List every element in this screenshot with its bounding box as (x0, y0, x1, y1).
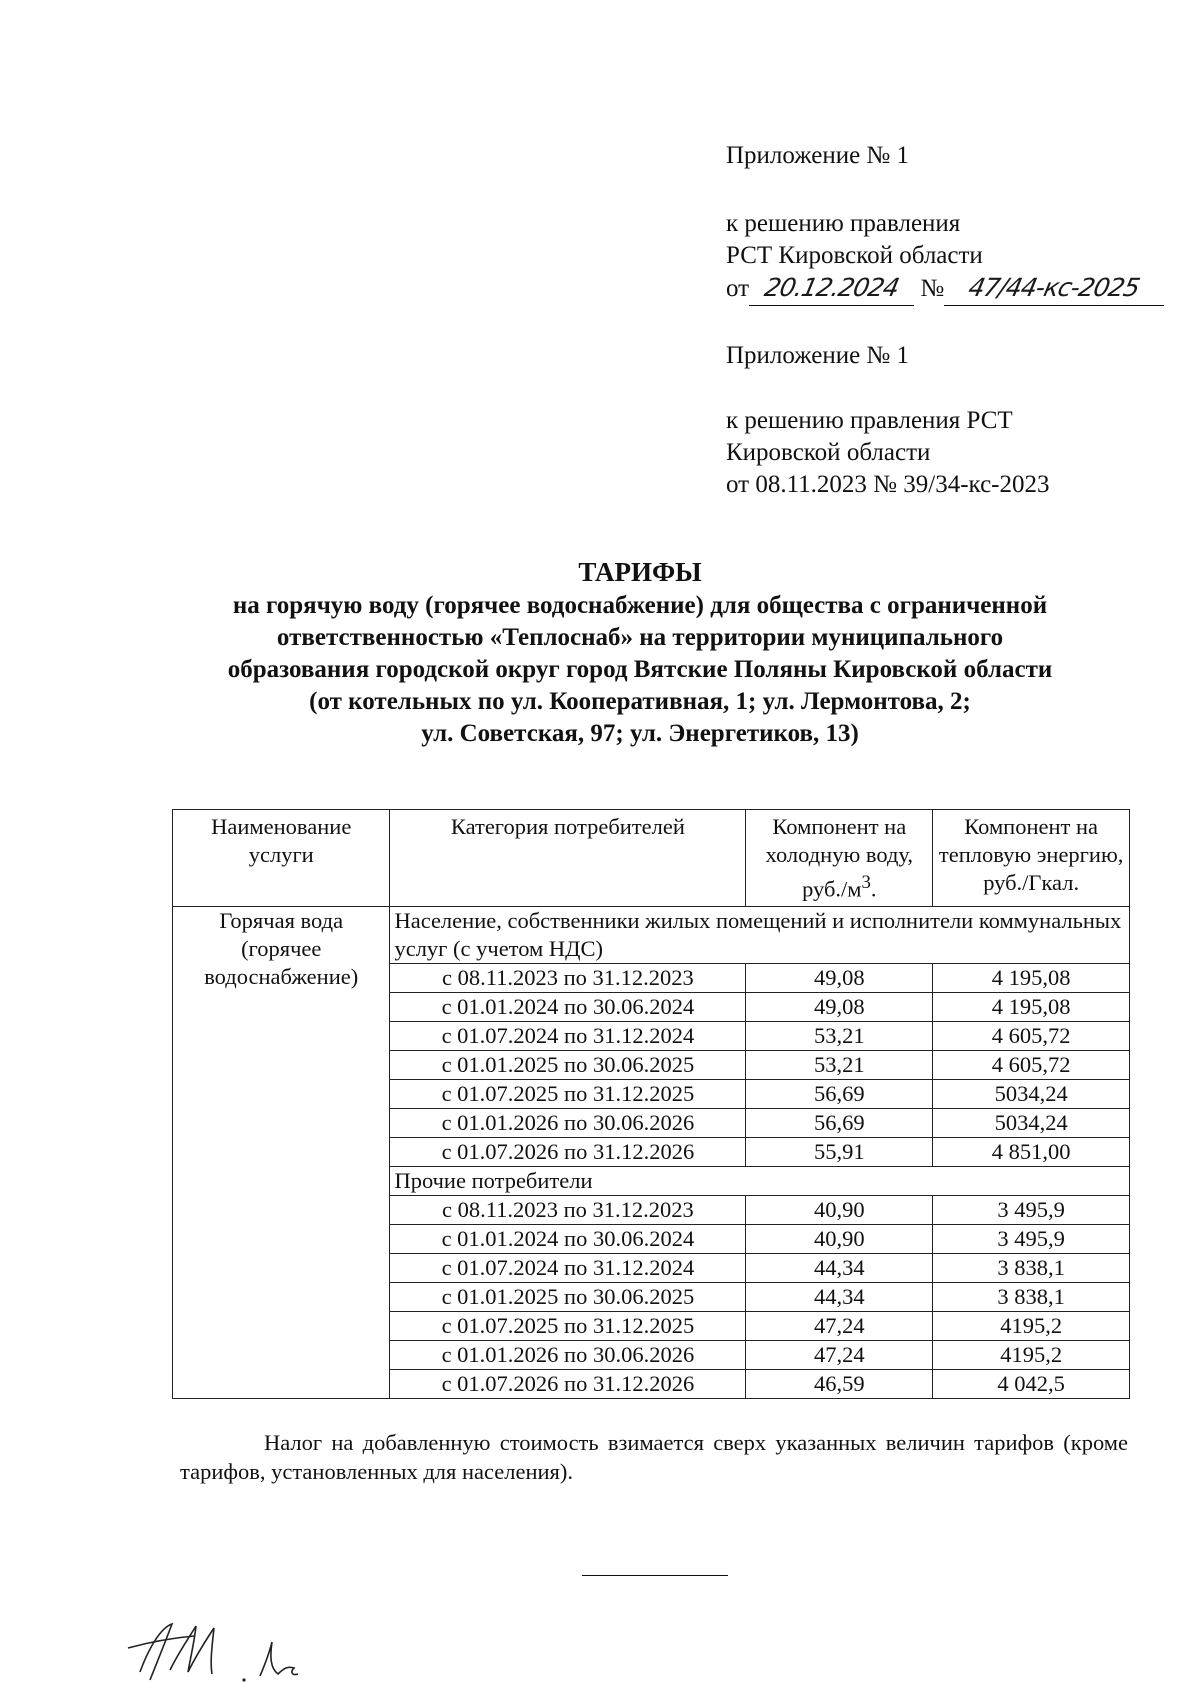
title-line: ул. Советская, 97; ул. Энергетиков, 13) (421, 720, 859, 747)
heat-value: 5034,24 (933, 1079, 1130, 1108)
handwritten-signature (120, 1610, 340, 1695)
consumer-group-name: Население, собственники жилых помещений и исполнители коммунальных услуг (с учетом НДС) (390, 906, 1130, 963)
table-header-row (173, 810, 1130, 907)
heat-value: 4 605,72 (933, 1050, 1130, 1079)
period-cell: с 01.07.2024 по 31.12.2024 (390, 1253, 746, 1282)
signature-graphic (120, 1610, 340, 1690)
cold-water-value: 53,21 (746, 1021, 933, 1050)
period-cell: с 01.01.2026 по 30.06.2026 (390, 1108, 746, 1137)
cold-water-value: 55,91 (746, 1137, 933, 1166)
title-line: на горячую воду (горячее водоснабжение) для общества с ограниченной (232, 592, 1048, 619)
handwritten-number: 47/44-кс-2025 (966, 273, 1143, 302)
service-name-cell: Горячая вода (горячее водоснабжение) (173, 906, 390, 1398)
annex-previous-line2: Кировской области (726, 439, 931, 466)
annex-current-date-line (726, 272, 1164, 306)
heat-value: 3 495,9 (933, 1195, 1130, 1224)
period-cell: с 01.01.2025 по 30.06.2025 (390, 1050, 746, 1079)
handwritten-number-field (944, 272, 1164, 306)
heat-value: 4195,2 (933, 1340, 1130, 1369)
header-cold-water-text: Компонент на холодную воду, руб./м (765, 814, 914, 902)
annex-previous-title: Приложение № 1 (726, 342, 910, 369)
heat-value: 3 495,9 (933, 1224, 1130, 1253)
period-cell: с 01.01.2024 по 30.06.2024 (390, 1224, 746, 1253)
period-cell: с 08.11.2023 по 31.12.2023 (390, 1195, 746, 1224)
consumer-group-name: Прочие потребители (390, 1166, 1130, 1195)
period-cell: с 01.07.2025 по 31.12.2025 (390, 1079, 746, 1108)
cold-water-value: 44,34 (746, 1282, 933, 1311)
handwritten-date: 20.12.2024 (762, 273, 902, 302)
title-line: ответственностью «Теплоснаб» на территории муниципального (276, 624, 1004, 651)
heat-value: 4 195,08 (933, 992, 1130, 1021)
title-main: ТАРИФЫ (578, 557, 702, 587)
vat-footnote: Налог на добавленную стоимость взимается сверх указанных величин тарифов (кроме тарифов, установленных для населения). (180, 1430, 1128, 1484)
header-heat: Компонент на тепловую энергию, руб./Гкал. (933, 810, 1130, 907)
annex-current-title: Приложение № 1 (726, 142, 910, 169)
group-row (173, 906, 1130, 963)
period-cell: с 01.01.2024 по 30.06.2024 (390, 992, 746, 1021)
heat-value: 5034,24 (933, 1108, 1130, 1137)
divider-line (582, 1575, 728, 1576)
cold-water-value: 53,21 (746, 1050, 933, 1079)
document-title (150, 556, 1130, 750)
cold-water-value: 49,08 (746, 963, 933, 992)
heat-value: 4 605,72 (933, 1021, 1130, 1050)
title-line: образования городской округ город Вятские Поляны Кировской области (227, 656, 1053, 683)
cold-water-value: 47,24 (746, 1311, 933, 1340)
period-cell: с 01.01.2025 по 30.06.2025 (390, 1282, 746, 1311)
heat-value: 4 042,5 (933, 1369, 1130, 1398)
tariff-table (172, 809, 1130, 1399)
period-cell: с 01.07.2026 по 31.12.2026 (390, 1137, 746, 1166)
annex-current-title-block (726, 140, 909, 172)
tariff-table-body (173, 906, 1130, 1398)
annex-current-line2: РСТ Кировской области (726, 242, 983, 269)
cold-water-value: 49,08 (746, 992, 933, 1021)
cold-water-value: 56,69 (746, 1079, 933, 1108)
period-cell: с 01.07.2025 по 31.12.2025 (390, 1311, 746, 1340)
cold-water-value: 40,90 (746, 1195, 933, 1224)
annex-previous-title-block (726, 340, 909, 372)
period-cell: с 01.01.2026 по 30.06.2026 (390, 1340, 746, 1369)
heat-value: 4 851,00 (933, 1137, 1130, 1166)
cold-water-value: 56,69 (746, 1108, 933, 1137)
heat-value: 3 838,1 (933, 1282, 1130, 1311)
heat-value: 3 838,1 (933, 1253, 1130, 1282)
number-prefix: № (920, 275, 945, 302)
annex-previous-line1: к решению правления РСТ (726, 407, 1013, 434)
heat-value: 4195,2 (933, 1311, 1130, 1340)
cold-water-value: 46,59 (746, 1369, 933, 1398)
handwritten-date-field (749, 272, 914, 306)
heat-value: 4 195,08 (933, 963, 1130, 992)
annex-previous-line3: от 08.11.2023 № 39/34-кс-2023 (726, 471, 1050, 498)
cold-water-value: 40,90 (746, 1224, 933, 1253)
annex-previous-reference (726, 405, 1050, 501)
cold-water-value: 47,24 (746, 1340, 933, 1369)
header-cold-water (746, 810, 933, 907)
header-service: Наименование услуги (173, 810, 390, 907)
date-prefix: от (726, 275, 750, 302)
header-cold-water-sup: 3 (861, 872, 871, 893)
header-cold-water-suffix: . (870, 876, 877, 902)
period-cell: с 08.11.2023 по 31.12.2023 (390, 963, 746, 992)
title-line: (от котельных по ул. Кооперативная, 1; ул. Лермонтова, 2; (309, 688, 971, 715)
annex-current-line1: к решению правления (726, 210, 961, 237)
cold-water-value: 44,34 (746, 1253, 933, 1282)
period-cell: с 01.07.2024 по 31.12.2024 (390, 1021, 746, 1050)
annex-current-reference (726, 208, 1164, 306)
header-category: Категория потребителей (390, 810, 746, 907)
period-cell: с 01.07.2026 по 31.12.2026 (390, 1369, 746, 1398)
